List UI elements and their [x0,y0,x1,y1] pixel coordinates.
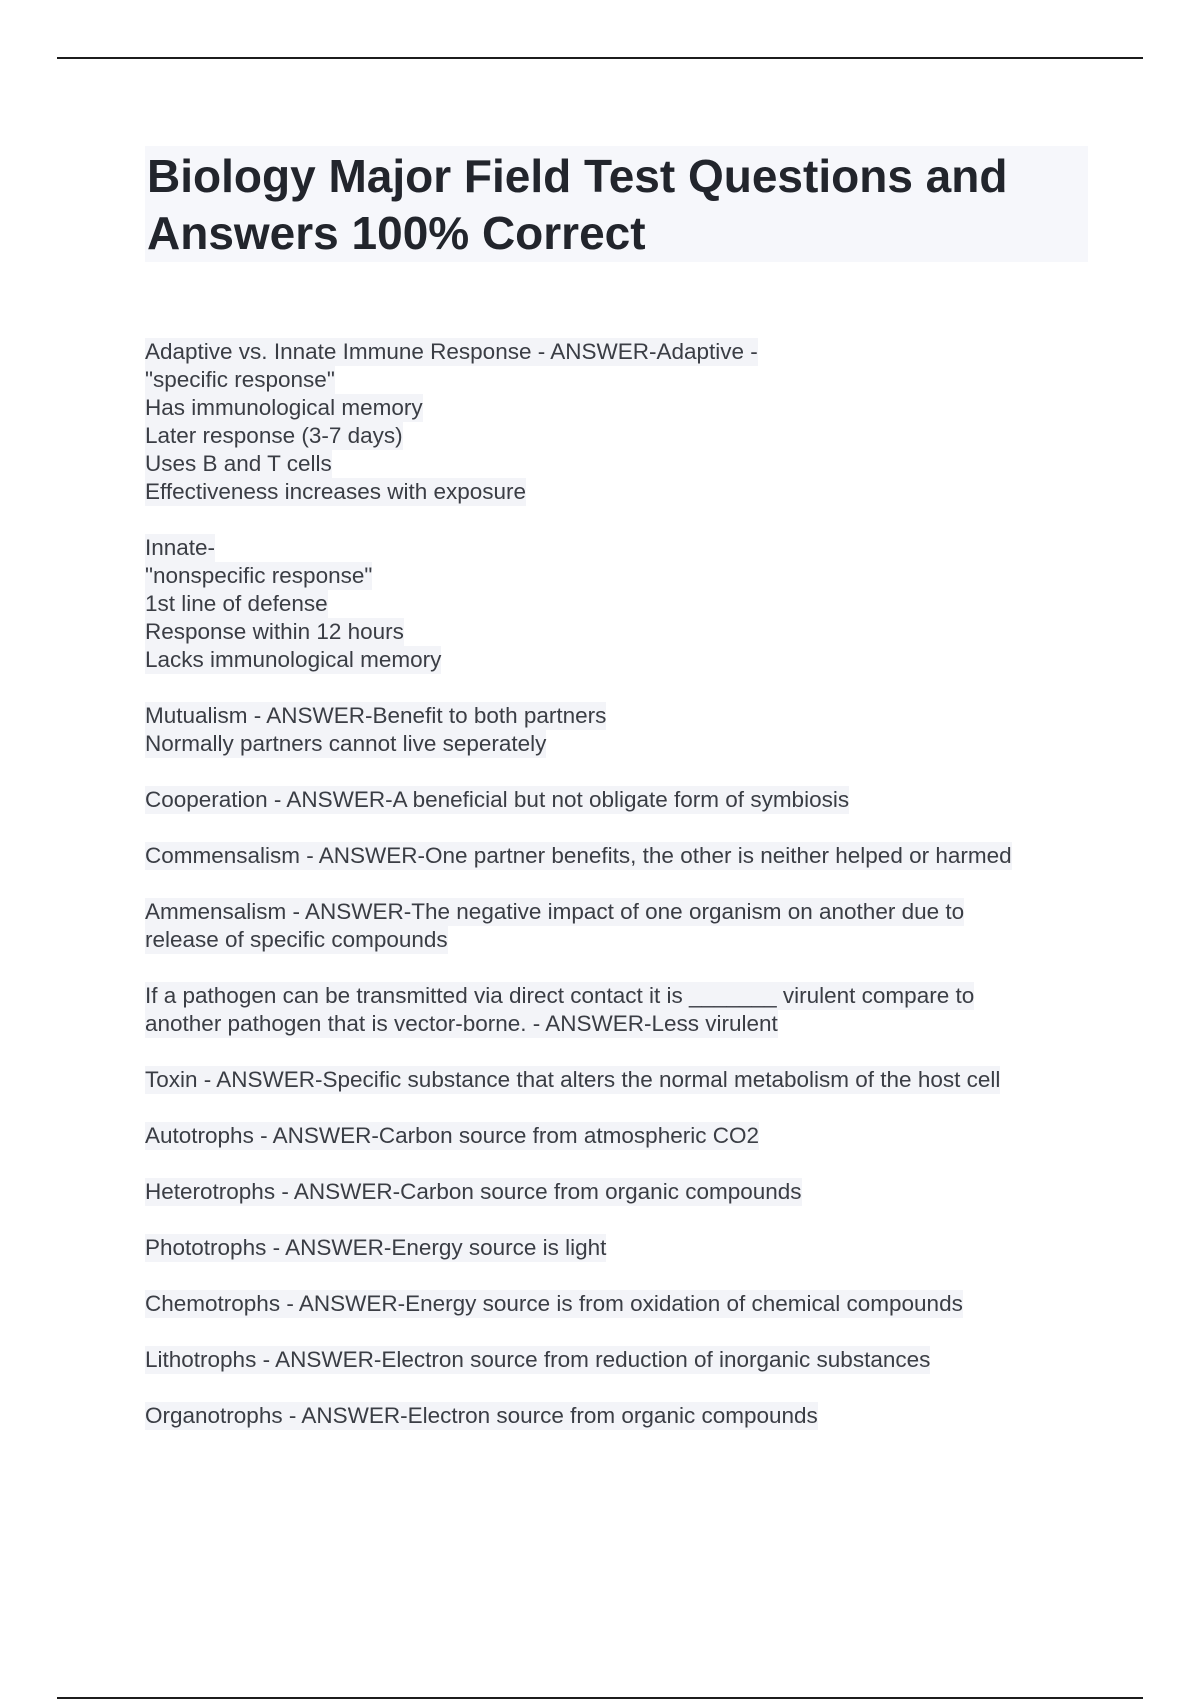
entry-line: If a pathogen can be transmitted via direct contact it is _______ virulent compare to [145,983,975,1008]
title-line-2: Answers 100% Correct [147,207,646,259]
qa-entry-adaptive [145,338,1105,506]
document-title [147,146,1086,262]
entry-line: Toxin - ANSWER-Specific substance that alters the normal metabolism of the host cell [145,1067,1001,1092]
qa-entry-organotrophs [145,1402,1105,1430]
entry-line: Uses B and T cells [145,451,332,476]
entry-line: Normally partners cannot live seperately [145,731,547,756]
qa-entry-autotrophs [145,1122,1105,1150]
qa-entry-ammensalism [145,898,1105,954]
entry-line: Autotrophs - ANSWER-Carbon source from atmospheric CO2 [145,1123,759,1148]
entry-line: Lithotrophs - ANSWER-Electron source from reduction of inorganic substances [145,1347,931,1372]
entry-line: Later response (3-7 days) [145,423,403,448]
qa-entry-cooperation [145,786,1105,814]
entry-line: Innate- [145,535,216,560]
entry-line: Lacks immunological memory [145,647,442,672]
qa-entry-innate [145,534,1105,674]
qa-entry-pathogen [145,982,1105,1038]
qa-entry-toxin [145,1066,1105,1094]
qa-content [145,338,1105,1458]
bottom-rule [57,1697,1143,1699]
entry-line: Ammensalism - ANSWER-The negative impact of one organism on another due to [145,899,965,924]
entry-line: Commensalism - ANSWER-One partner benefits, the other is neither helped or harmed [145,843,1012,868]
entry-line: another pathogen that is vector-borne. - ANSWER-Less virulent [145,1011,778,1036]
entry-line: 1st line of defense [145,591,328,616]
qa-entry-mutualism [145,702,1105,758]
entry-line: "nonspecific response" [145,563,373,588]
entry-line: Organotrophs - ANSWER-Electron source from organic compounds [145,1403,818,1428]
entry-line: release of specific compounds [145,927,448,952]
title-line-1: Biology Major Field Test Questions and [147,150,1008,202]
qa-entry-commensalism [145,842,1105,870]
qa-entry-phototrophs [145,1234,1105,1262]
entry-line: Adaptive vs. Innate Immune Response - ANSWER-Adaptive - [145,339,758,364]
entry-line: Phototrophs - ANSWER-Energy source is light [145,1235,607,1260]
top-rule [57,57,1143,59]
entry-line: Heterotrophs - ANSWER-Carbon source from organic compounds [145,1179,802,1204]
title-block [145,146,1088,262]
qa-entry-chemotrophs [145,1290,1105,1318]
qa-entry-lithotrophs [145,1346,1105,1374]
entry-line: Effectiveness increases with exposure [145,479,527,504]
qa-entry-heterotrophs [145,1178,1105,1206]
entry-line: Chemotrophs - ANSWER-Energy source is from oxidation of chemical compounds [145,1291,963,1316]
entry-line: Has immunological memory [145,395,423,420]
entry-line: Response within 12 hours [145,619,404,644]
entry-line: Cooperation - ANSWER-A beneficial but not obligate form of symbiosis [145,787,850,812]
entry-line: Mutualism - ANSWER-Benefit to both partners [145,703,607,728]
entry-line: "specific response" [145,367,335,392]
